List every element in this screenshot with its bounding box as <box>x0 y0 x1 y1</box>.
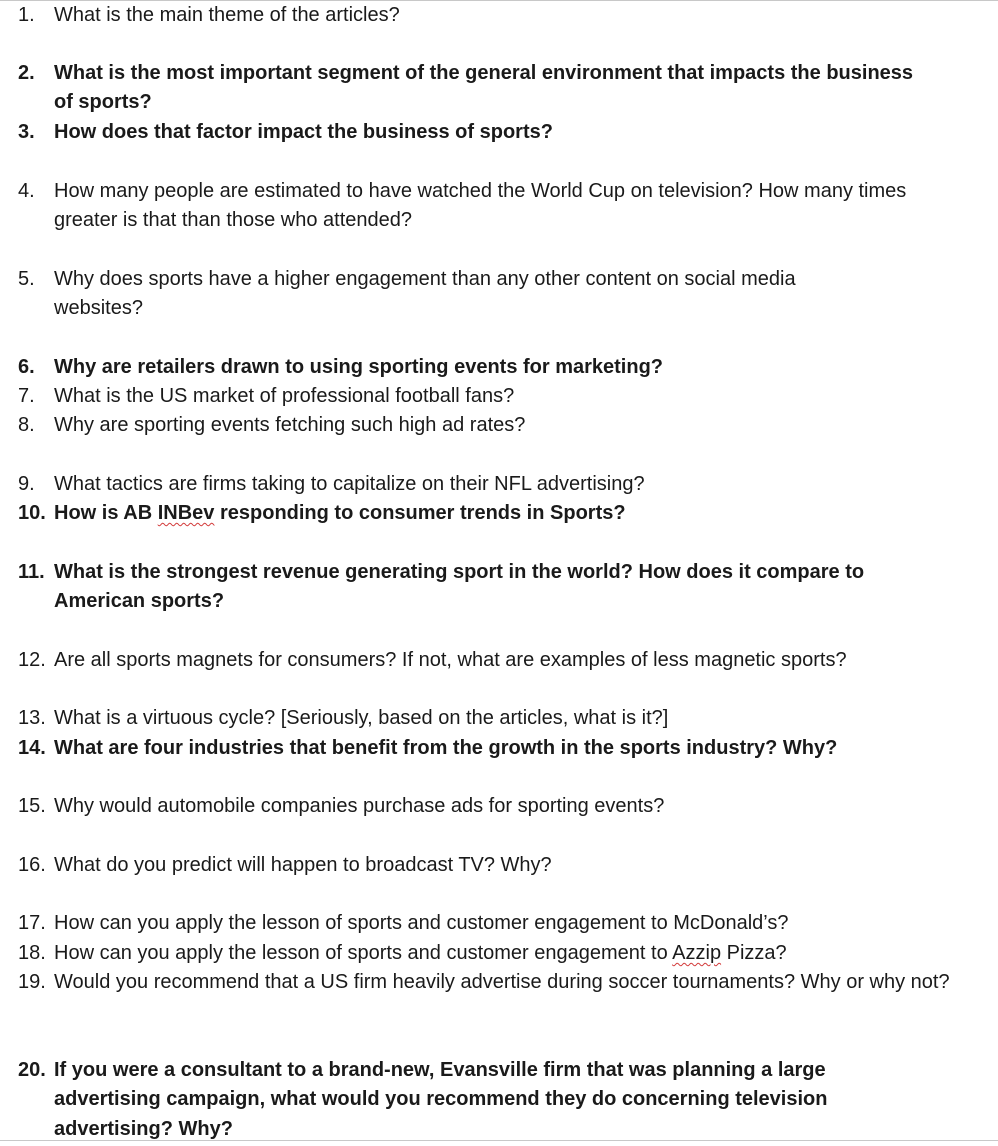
page-bottom-border <box>0 1140 998 1141</box>
question-item <box>18 265 958 324</box>
question-text: What is the main theme of the articles? <box>54 4 400 26</box>
question-number: 8. <box>18 414 35 436</box>
question-number: 13. <box>18 707 46 729</box>
question-item <box>18 411 958 440</box>
question-item <box>18 968 958 997</box>
question-item <box>18 909 958 938</box>
question-item <box>18 499 958 528</box>
question-text: How can you apply the lesson of sports and customer engagement to McDonald’s? <box>54 912 789 934</box>
question-text: Why does sports have a higher engagement than any other content on social media websites? <box>54 268 796 320</box>
question-item <box>18 646 958 675</box>
question-text: What is a virtuous cycle? [Seriously, based on the articles, what is it?] <box>54 707 669 729</box>
question-item <box>18 734 958 763</box>
question-text: What tactics are firms taking to capitalize on their NFL advertising? <box>54 473 645 495</box>
question-item <box>18 382 958 411</box>
question-text: Why are retailers drawn to using sporting events for marketing? <box>54 356 664 378</box>
question-text: How can you apply the lesson of sports and customer engagement to Azzip Pizza? <box>54 942 787 964</box>
question-text: What is the strongest revenue generating sport in the world? How does it compare to American sports? <box>54 561 865 613</box>
question-number: 9. <box>18 473 35 495</box>
question-text: If you were a consultant to a brand-new, Evansville firm that was planning a large advertising campaign, what would you recommend they do concerning television advertising? Why? <box>54 1059 828 1140</box>
question-item <box>18 558 958 617</box>
question-number: 1. <box>18 4 35 26</box>
question-item <box>18 177 958 236</box>
question-number: 15. <box>18 795 46 817</box>
question-number: 17. <box>18 912 46 934</box>
question-item <box>18 59 958 118</box>
question-number: 5. <box>18 268 35 290</box>
question-number: 10. <box>18 502 46 524</box>
question-text: What is the US market of professional football fans? <box>54 385 515 407</box>
question-text: How many people are estimated to have watched the World Cup on television? How many times greater is that than those who attended? <box>54 180 907 232</box>
question-item <box>18 939 958 968</box>
question-text: How does that factor impact the business of sports? <box>54 121 553 143</box>
question-text: Why would automobile companies purchase ads for sporting events? <box>54 795 665 817</box>
question-number: 3. <box>18 121 35 143</box>
question-text: What is the most important segment of the general environment that impacts the business of sports? <box>54 62 914 114</box>
question-text: Are all sports magnets for consumers? If not, what are examples of less magnetic sports? <box>54 649 847 671</box>
question-text: What do you predict will happen to broadcast TV? Why? <box>54 854 552 876</box>
question-item <box>18 1 958 30</box>
question-number: 6. <box>18 356 35 378</box>
question-item <box>18 851 958 880</box>
question-item <box>18 792 958 821</box>
question-item <box>18 470 958 499</box>
question-item <box>18 118 958 147</box>
spelling-flag[interactable]: INBev <box>157 502 215 524</box>
question-item <box>18 1056 958 1144</box>
question-number: 16. <box>18 854 46 876</box>
question-number: 18. <box>18 942 46 964</box>
question-number: 14. <box>18 737 46 759</box>
question-text: How is AB INBev responding to consumer trends in Sports? <box>54 502 626 524</box>
question-text: Why are sporting events fetching such high ad rates? <box>54 414 526 436</box>
spelling-flag[interactable]: Azzip <box>672 942 722 964</box>
question-item <box>18 353 958 382</box>
question-item <box>18 704 958 733</box>
question-number: 19. <box>18 971 46 993</box>
question-text: What are four industries that benefit from the growth in the sports industry? Why? <box>54 737 838 759</box>
question-number: 7. <box>18 385 35 407</box>
question-number: 20. <box>18 1059 46 1081</box>
question-text: Would you recommend that a US firm heavily advertise during soccer tournaments? Why or why not? <box>54 971 950 993</box>
question-number: 4. <box>18 180 35 202</box>
question-number: 11. <box>18 561 45 583</box>
question-number: 2. <box>18 62 35 84</box>
question-number: 12. <box>18 649 46 671</box>
